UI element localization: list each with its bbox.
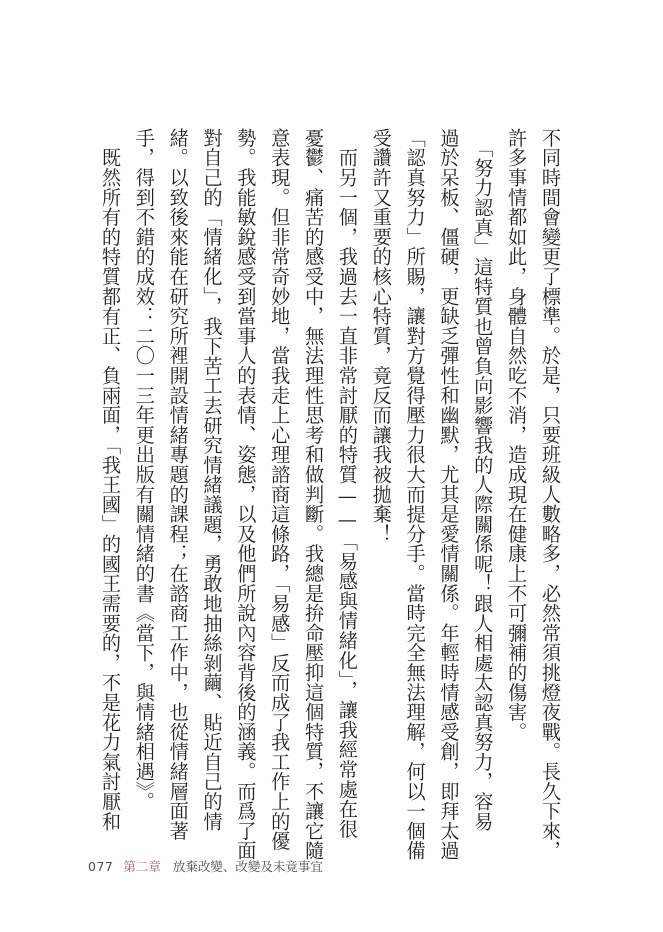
text-column: 意表現。但非常奇妙地，當我走上心理諮商這條路，「易感」反而成了我工作上的優 — [268, 128, 292, 851]
vertical-text-body — [99, 128, 562, 861]
text-column: 「認真努力」所賜，讓對方覺得壓力很大而提分手。當時完全無法理解，何以一個備 — [403, 128, 427, 861]
chapter-label: 第二章 — [123, 859, 161, 874]
text-column: 對自己的「情緒化」，我下苦工去研究情緒議題，勇敢地抽絲剝繭、貼近自己的情 — [200, 128, 224, 832]
text-column: 受讚許又重要的核心特質，竟反而讓我被拋棄！ — [369, 128, 393, 544]
section-title: 放棄改變、改變及未竟事宜 — [172, 859, 323, 874]
text-column: 不同時間會變更了標準。於是，只要班級人數略多，必然常須挑燈夜戰。長久下來， — [538, 128, 562, 861]
text-column: 過於呆板、僵硬，更缺乏彈性和幽默，尤其是愛情關係。年輕時情感受創，即拜太過 — [437, 128, 461, 861]
text-column: 手，得到不錯的成效：二〇一三年更出版有關情緒的書《當下，與情緒相遇》。 — [132, 128, 156, 812]
text-column: 「努力認真」這特質也曾負向影響我的人際關係呢！跟人相處太認真努力，容易 — [471, 128, 495, 832]
text-column: 而另一個，我過去一直非常討厭的特質——「易感與情緒化」，讓我經常處在很 — [335, 128, 359, 839]
page-footer — [88, 857, 323, 875]
text-column: 憂鬱、痛苦的感受中，無法理性思考和做判斷。我總是拚命壓抑這個特質，不讓它隨 — [302, 128, 326, 861]
text-column: 緒。以致後來能在研究所裡開設情緒專題的課程；在諮商工作中，也從情緒層面著 — [166, 128, 190, 841]
text-column: 勢。我能敏銳感受到當事人的表情、姿態，以及他們所說內容背後的涵義。而爲了面 — [234, 128, 258, 861]
text-column: 許多事情都如此，身體自然吃不消，造成現在健康上不可彌補的傷害。 — [505, 128, 529, 742]
page-number: 077 — [88, 858, 114, 874]
text-column: 既然所有的特質都有正、負兩面，「我王國」的國王需要的，不是花力氣討厭和 — [99, 128, 122, 832]
